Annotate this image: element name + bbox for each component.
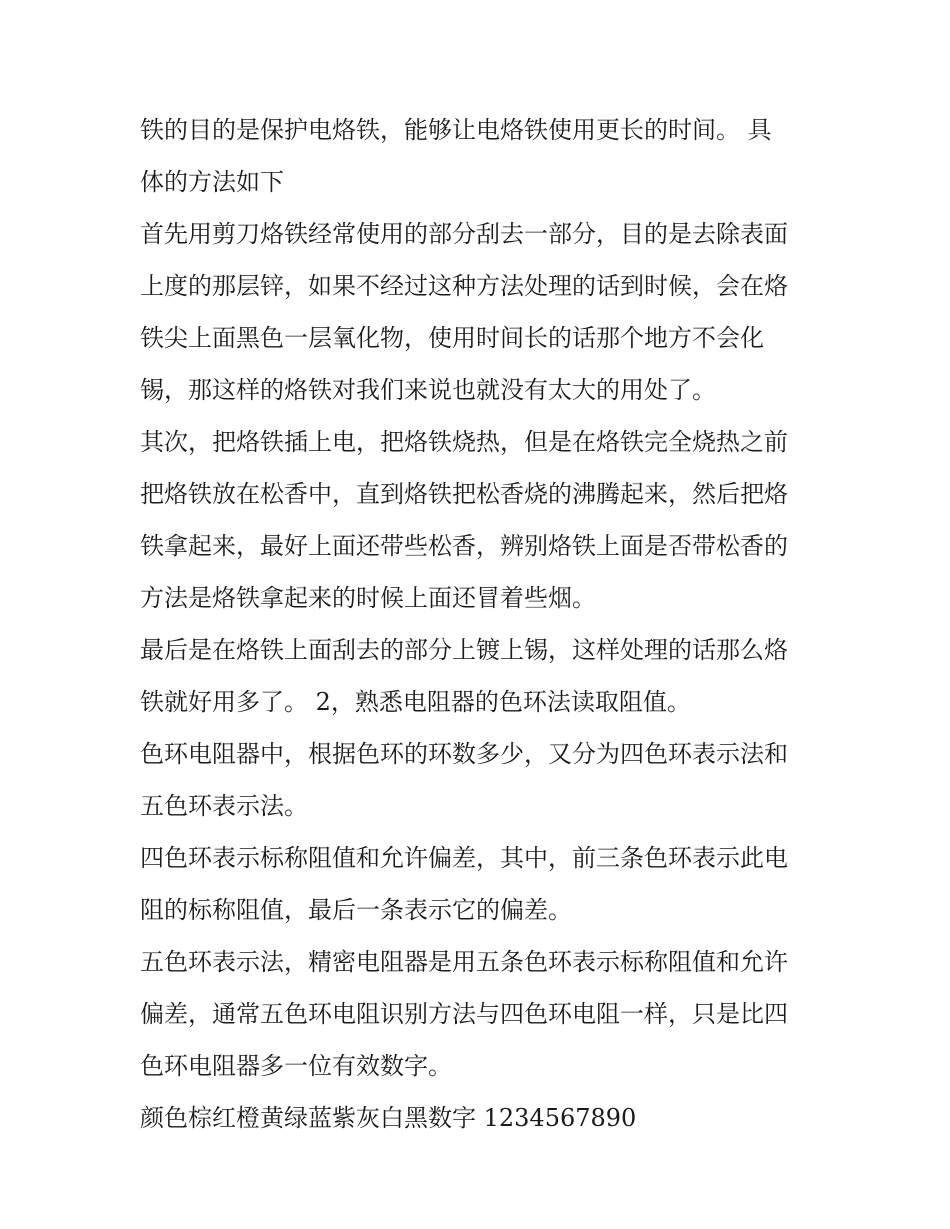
- text-line: 五色环表示法，精密电阻器是用五条色环表示标称阻值和允许: [140, 948, 788, 976]
- text-line: 铁就好用多了。 2，熟悉电阻器的色环法读取阻值。: [140, 688, 691, 716]
- text-line: 体的方法如下: [140, 168, 284, 196]
- text-line: 铁的目的是保护电烙铁，能够让电烙铁使用更长的时间。 具: [140, 116, 772, 144]
- text-line: 首先用剪刀烙铁经常使用的部分刮去一部分，目的是去除表面: [140, 220, 788, 248]
- text-line: 锡，那这样的烙铁对我们来说也就没有太大的用处了。: [140, 376, 716, 404]
- paragraph-step-first: [140, 208, 820, 416]
- text-line: 最后是在烙铁上面刮去的部分上镀上锡，这样处理的话那么烙: [140, 636, 788, 664]
- paragraph-step-second: [140, 416, 820, 624]
- paragraph-four-ring: [140, 832, 820, 936]
- text-line: 五色环表示法。: [140, 792, 308, 820]
- text-line: 四色环表示标称阻值和允许偏差，其中，前三条色环表示此电: [140, 844, 788, 872]
- text-line: 其次，把烙铁插上电，把烙铁烧热，但是在烙铁完全烧热之前: [140, 428, 788, 456]
- text-line: 偏差，通常五色环电阻识别方法与四色环电阻一样，只是比四: [140, 1000, 788, 1028]
- text-line: 色环电阻器中，根据色环的环数多少，又分为四色环表示法和: [140, 740, 788, 768]
- paragraph-five-ring: [140, 936, 820, 1092]
- text-line: 阻的标称阻值，最后一条表示它的偏差。: [140, 896, 572, 924]
- text-line: 色环电阻器多一位有效数字。: [140, 1052, 452, 1080]
- paragraph-intro: [140, 104, 820, 208]
- paragraph-color-ring-intro: [140, 728, 820, 832]
- text-line: 铁尖上面黑色一层氧化物，使用时间长的话那个地方不会化: [140, 324, 764, 352]
- document-body: [140, 104, 820, 1144]
- text-line: 方法是烙铁拿起来的时候上面还冒着些烟。: [140, 584, 596, 612]
- text-line: 颜色棕红橙黄绿蓝紫灰白黑数字 1234567890: [140, 1104, 637, 1132]
- paragraph-step-last: [140, 624, 820, 728]
- text-line: 上度的那层锌，如果不经过这种方法处理的话到时候，会在烙: [140, 272, 788, 300]
- text-line: 铁拿起来，最好上面还带些松香，辨别烙铁上面是否带松香的: [140, 532, 788, 560]
- text-line: 把烙铁放在松香中，直到烙铁把松香烧的沸腾起来，然后把烙: [140, 480, 788, 508]
- paragraph-color-digit-table: [140, 1092, 820, 1144]
